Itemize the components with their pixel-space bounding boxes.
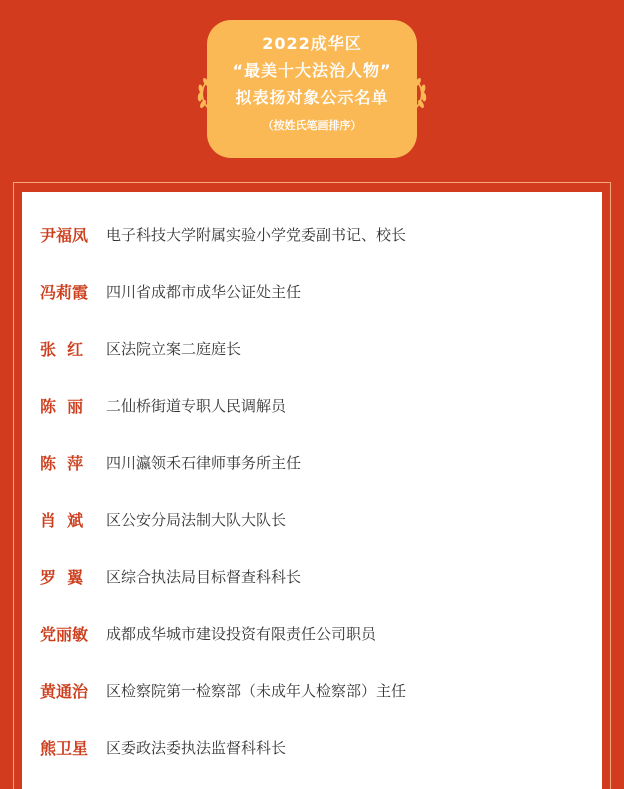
entry-name: 冯莉霞 — [40, 283, 89, 302]
entry-title: 区委政法委执法监督科科长 — [106, 739, 287, 757]
entry-title: 二仙桥街道专职人民调解员 — [106, 397, 287, 415]
entry-name: 陈 丽 — [40, 397, 84, 416]
list-item — [40, 662, 592, 719]
entry-title: 四川瀛领禾石律师事务所主任 — [106, 454, 302, 472]
entry-name: 陈 萍 — [40, 454, 84, 473]
list-item — [40, 548, 592, 605]
list-item — [40, 206, 592, 263]
entry-name: 党丽敏 — [40, 625, 89, 644]
entry-title: 四川省成都市成华公证处主任 — [106, 283, 302, 301]
list-item — [40, 491, 592, 548]
entry-name: 肖 斌 — [40, 511, 84, 530]
entry-title: 电子科技大学附属实验小学党委副书记、校长 — [106, 226, 407, 244]
entry-title: 区公安分局法制大队大队长 — [106, 511, 287, 529]
header-note: （按姓氏笔画排序） — [262, 119, 362, 132]
header-line-2: “最美十大法治人物” — [232, 61, 392, 80]
name-list — [40, 206, 592, 776]
list-item — [40, 377, 592, 434]
list-item — [40, 320, 592, 377]
entry-title: 区综合执法局目标督查科科长 — [106, 568, 302, 586]
header-badge — [207, 20, 417, 158]
list-item — [40, 605, 592, 662]
entry-title: 区法院立案二庭庭长 — [106, 340, 242, 358]
entry-name: 尹福凤 — [40, 226, 89, 245]
entry-name: 罗 翼 — [40, 568, 84, 587]
name-list-panel — [22, 192, 602, 789]
entry-title: 成都成华城市建设投资有限责任公司职员 — [106, 625, 377, 643]
entry-name: 熊卫星 — [40, 739, 89, 758]
list-item — [40, 719, 592, 776]
entry-title: 区检察院第一检察部（未成年人检察部）主任 — [106, 682, 407, 700]
entry-name: 黄通治 — [40, 682, 89, 701]
header-line-3: 拟表扬对象公示名单 — [235, 88, 389, 107]
entry-name: 张 红 — [40, 340, 84, 359]
header-line-1: 2022成华区 — [262, 34, 362, 53]
list-item — [40, 263, 592, 320]
list-item — [40, 434, 592, 491]
